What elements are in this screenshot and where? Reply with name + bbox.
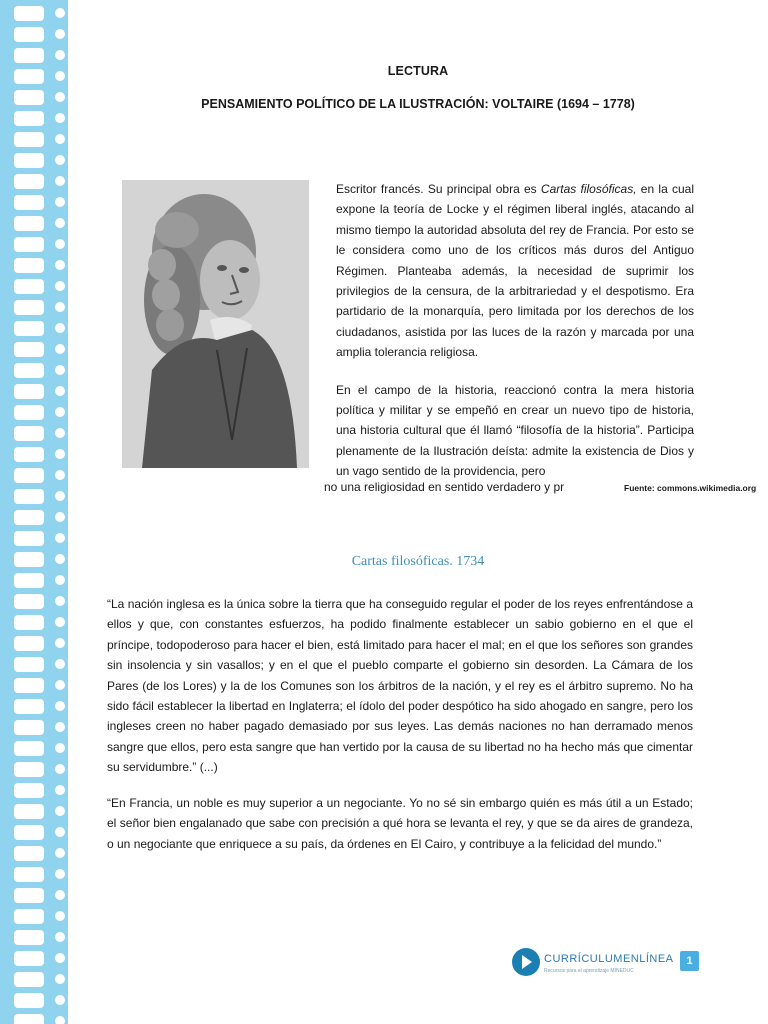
image-source-caption: Fuente: commons.wikimedia.org bbox=[624, 483, 757, 493]
ribbon-tile bbox=[14, 279, 44, 294]
ribbon-dot bbox=[55, 785, 65, 795]
ribbon-dot bbox=[55, 743, 65, 753]
ribbon-tile bbox=[14, 783, 44, 798]
play-arrow-icon bbox=[512, 948, 540, 976]
ribbon-dot bbox=[55, 449, 65, 459]
ribbon-dot bbox=[55, 932, 65, 942]
ribbon-tile bbox=[14, 678, 44, 693]
ribbon-dot bbox=[55, 176, 65, 186]
ribbon-dot bbox=[55, 638, 65, 648]
decorative-ribbon bbox=[0, 0, 68, 1024]
ribbon-tile bbox=[14, 216, 44, 231]
ribbon-dot bbox=[55, 92, 65, 102]
ribbon-tile bbox=[14, 594, 44, 609]
ribbon-tile bbox=[14, 405, 44, 420]
ribbon-dot bbox=[55, 29, 65, 39]
ribbon-dot bbox=[55, 50, 65, 60]
ribbon-tile bbox=[14, 468, 44, 483]
ribbon-tile bbox=[14, 426, 44, 441]
ribbon-tile bbox=[14, 174, 44, 189]
ribbon-tile bbox=[14, 699, 44, 714]
ribbon-tile bbox=[14, 153, 44, 168]
ribbon-dot bbox=[55, 701, 65, 711]
ribbon-tile bbox=[14, 258, 44, 273]
ribbon-tile bbox=[14, 342, 44, 357]
biography-last-line: no una religiosidad en sentido verdadero y pr bbox=[324, 480, 565, 494]
ribbon-tile bbox=[14, 69, 44, 84]
ribbon-tile bbox=[14, 552, 44, 567]
bio-text-part: en la cual expone la teoría de Locke y el régimen liberal inglés, atacando al mismo tiempo la autoridad absoluta del rey de Francia. Por esto se le considera como uno de los críticos más duros del Antiguo Régimen. Planteaba además, la necesidad de suprimir los privilegios de la censura, de la arbitrariedad y el despotismo. Era partidario de la monarquía, pero limitada por los derechos de los ciudadanos, asistida por las luces de la razón y marcada por una amplia tolerancia religiosa. bbox=[336, 182, 695, 360]
bio-text-part: Escritor francés. Su principal obra es bbox=[336, 182, 541, 196]
ribbon-dot bbox=[55, 554, 65, 564]
ribbon-dot bbox=[55, 1016, 65, 1024]
section-subtitle: Cartas filosóficas. 1734 bbox=[351, 554, 485, 569]
document-title: PENSAMIENTO POLÍTICO DE LA ILUSTRACIÓN: VOLTAIRE (1694 – 1778) bbox=[201, 97, 635, 111]
biography-text bbox=[336, 179, 694, 499]
ribbon-tile bbox=[14, 195, 44, 210]
ribbon-tile bbox=[14, 111, 44, 126]
ribbon-dot bbox=[55, 806, 65, 816]
ribbon-dot bbox=[55, 155, 65, 165]
ribbon-dot bbox=[55, 659, 65, 669]
page-number-badge: 1 bbox=[680, 951, 699, 971]
ribbon-dot bbox=[55, 848, 65, 858]
ribbon-tile bbox=[14, 90, 44, 105]
ribbon-tile bbox=[14, 867, 44, 882]
ribbon-tile bbox=[14, 447, 44, 462]
logo-text: CURRÍCULUMENLÍNEA bbox=[544, 953, 674, 965]
ribbon-dot bbox=[55, 491, 65, 501]
ribbon-dot bbox=[55, 974, 65, 984]
ribbon-tile bbox=[14, 615, 44, 630]
ribbon-tile bbox=[14, 930, 44, 945]
ribbon-dot bbox=[55, 386, 65, 396]
book-title-italic: Cartas filosóficas, bbox=[540, 182, 637, 196]
ribbon-dot bbox=[55, 470, 65, 480]
ribbon-tile bbox=[14, 300, 44, 315]
document-label: LECTURA bbox=[387, 64, 449, 78]
ribbon-dot bbox=[55, 764, 65, 774]
ribbon-dot bbox=[55, 134, 65, 144]
ribbon-dot bbox=[55, 680, 65, 690]
ribbon-dot bbox=[55, 995, 65, 1005]
ribbon-tile bbox=[14, 27, 44, 42]
ribbon-tile bbox=[14, 384, 44, 399]
ribbon-dot bbox=[55, 533, 65, 543]
ribbon-tile bbox=[14, 720, 44, 735]
ribbon-tile bbox=[14, 6, 44, 21]
ribbon-dot bbox=[55, 323, 65, 333]
ribbon-dot bbox=[55, 827, 65, 837]
biography-paragraph-2: En el campo de la historia, reaccionó contra la mera historia política y militar y se empeñó en crear un nuevo tipo de historia, una historia cultural que él llamó “filosofía de la historia”. Participa plenamente de la Ilustración deísta: admite la existencia de Dios y un vago sentido de la providencia, pero bbox=[336, 382, 694, 479]
ribbon-tile bbox=[14, 909, 44, 924]
curriculum-en-linea-logo[interactable] bbox=[512, 946, 672, 982]
ribbon-dot bbox=[55, 8, 65, 18]
ribbon-dot bbox=[55, 890, 65, 900]
ribbon-dot bbox=[55, 113, 65, 123]
ribbon-tile bbox=[14, 1014, 44, 1024]
quote-paragraph-1: “La nación inglesa es la única sobre la tierra que ha conseguido regular el poder de los reyes enfrentándose a ellos y que, con constantes esfuerzos, ha podido finalmente establecer un sabio gobierno en el que el príncipe, todopoderoso para hacer el bien, está limitado para hacer el mal; en el que los señores son grandes sin insolencia y sin vasallos; y en el que el pueblo comparte el gobierno sin desorden. La Cámara de los Pares (de los Lores) y la de los Comunes son los árbitros de la nación, y el rey es el árbitro supremo. No ha sido fácil establecer la libertad en Inglaterra; el ídolo del poder despótico ha sido ahogado en sangre, pero los ingleses creen no haber pagado demasiado por sus leyes. Las demás naciones no han derramado menos sangre que ellos, pero esta sangre que han vertido por la causa de su libertad no ha hecho más que cimentar su servidumbre.” (...) bbox=[107, 597, 693, 775]
ribbon-tile bbox=[14, 888, 44, 903]
ribbon-dot bbox=[55, 869, 65, 879]
voltaire-portrait bbox=[122, 180, 309, 468]
ribbon-dot bbox=[55, 512, 65, 522]
ribbon-tile bbox=[14, 321, 44, 336]
ribbon-dot bbox=[55, 428, 65, 438]
ribbon-dot bbox=[55, 281, 65, 291]
ribbon-dot bbox=[55, 344, 65, 354]
ribbon-dot bbox=[55, 71, 65, 81]
ribbon-tile bbox=[14, 363, 44, 378]
ribbon-dot bbox=[55, 617, 65, 627]
ribbon-dot bbox=[55, 239, 65, 249]
ribbon-tile bbox=[14, 510, 44, 525]
ribbon-tile bbox=[14, 951, 44, 966]
ribbon-dot bbox=[55, 302, 65, 312]
ribbon-tile bbox=[14, 741, 44, 756]
ribbon-dot bbox=[55, 260, 65, 270]
ribbon-tile bbox=[14, 573, 44, 588]
biography-paragraph-1 bbox=[336, 179, 694, 363]
ribbon-dot bbox=[55, 218, 65, 228]
ribbon-tile bbox=[14, 993, 44, 1008]
ribbon-dot bbox=[55, 953, 65, 963]
ribbon-tile bbox=[14, 846, 44, 861]
ribbon-dot bbox=[55, 197, 65, 207]
ribbon-dot bbox=[55, 911, 65, 921]
ribbon-dot bbox=[55, 365, 65, 375]
ribbon-tile bbox=[14, 489, 44, 504]
ribbon-tile bbox=[14, 657, 44, 672]
ribbon-tile bbox=[14, 804, 44, 819]
ribbon-tile bbox=[14, 762, 44, 777]
logo-tagline: Recursos para el aprendizaje MINEDUC bbox=[544, 968, 634, 974]
ribbon-tile bbox=[14, 132, 44, 147]
quote-paragraph-2: “En Francia, un noble es muy superior a un negociante. Yo no sé sin embargo quién es más útil a un Estado; el señor bien engalanado que sabe con precisión a qué hora se levanta el rey, y que se da aires de grandeza, o un negociante que enriquece a su país, da órdenes en El Cairo, y contribuye a la felicidad del mundo.” bbox=[107, 796, 693, 851]
ribbon-dot bbox=[55, 722, 65, 732]
ribbon-tile bbox=[14, 825, 44, 840]
ribbon-tile bbox=[14, 972, 44, 987]
ribbon-tile bbox=[14, 531, 44, 546]
ribbon-tile bbox=[14, 48, 44, 63]
ribbon-tile bbox=[14, 636, 44, 651]
ribbon-dot bbox=[55, 596, 65, 606]
ribbon-tile bbox=[14, 237, 44, 252]
ribbon-dot bbox=[55, 575, 65, 585]
ribbon-dot bbox=[55, 407, 65, 417]
